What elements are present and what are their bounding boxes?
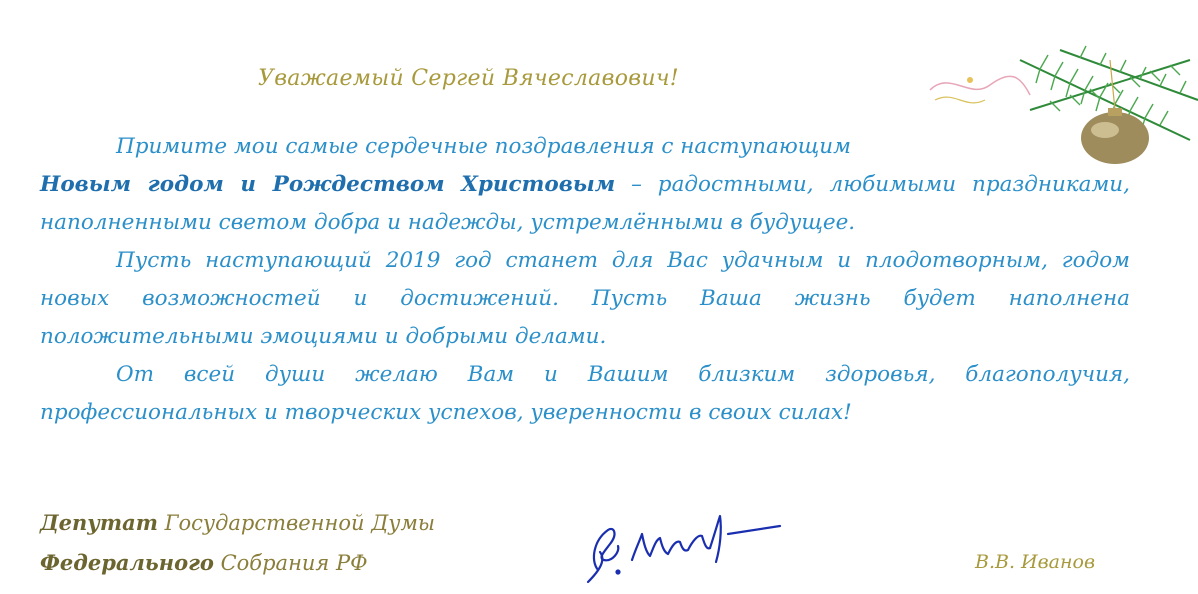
sender-title-2-rest: Собрания РФ xyxy=(213,551,368,575)
holiday-names: Новым годом и Рождеством Христовым xyxy=(40,172,616,197)
sender-title-line-1 xyxy=(40,503,435,543)
paragraph-1-continuation xyxy=(40,166,1130,242)
sender-title-line-2 xyxy=(40,543,435,583)
sender-name: В.В. Иванов xyxy=(975,551,1096,573)
paragraph-2: Пусть наступающий 2019 год станет для Вас удачным и плодотворным, годом новых возможностей и достижений. Пусть Ваша жизнь будет наполнена положительными эмоциями и добрыми делами. xyxy=(40,248,1130,349)
message-body xyxy=(40,128,1130,432)
sender-title-rest: Государственной Думы xyxy=(157,511,435,535)
greeting-salutation: Уважаемый Сергей Вячеславович! xyxy=(258,66,679,91)
handwritten-signature xyxy=(570,500,790,590)
paragraph-3: От всей души желаю Вам и Вашим близким здоровья, благополучия, профессиональных и творческих успехов, уверенности в своих силах! xyxy=(40,362,1130,425)
sender-title-bold: Депутат xyxy=(40,510,158,535)
sender-title-2-bold: Федерального xyxy=(40,550,214,575)
sender-title xyxy=(40,503,435,583)
paragraph-1-rest: – радостными, любимыми праздниками, наполненными светом добра и надежды, устремлёнными в будущее. xyxy=(40,172,1130,235)
paragraph-1-line-1: Примите мои самые сердечные поздравления с наступающим xyxy=(116,134,851,159)
